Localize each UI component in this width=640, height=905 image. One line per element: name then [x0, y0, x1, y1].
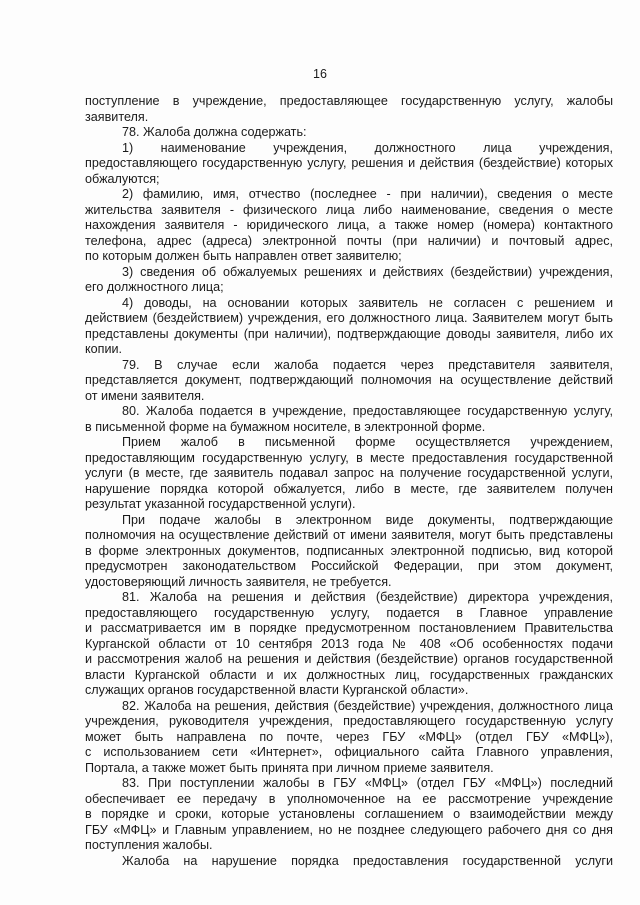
text-line: телефона, адрес (адреса) электронной почты (при наличии) и почтовый адрес, — [85, 233, 613, 248]
text-line: предоставляющего государственную услугу, подается в Главное управление — [85, 605, 613, 620]
text-line: 1) наименование учреждения, должностного лица учреждения, — [122, 140, 613, 155]
text-line: предоставляющего государственную услугу, решения и действия (бездействие) которых — [85, 156, 613, 170]
text-line: Курганской области от 10 сентября 2013 года № 408 «Об особенностях подачи — [85, 636, 613, 651]
text-line: с использованием сети «Интернет», официального сайта Главного управления, — [85, 745, 613, 759]
text-line: и рассмотрения жалоб на решения и действия (бездействие) органов государственной — [85, 652, 613, 666]
text-line: 3) сведения об обжалуемых решениях и действиях (бездействии) учреждения, — [122, 264, 613, 279]
text-line: нахождения заявителя - юридического лица, а также номер (номера) контактного — [85, 218, 613, 232]
text-line: предоставляющим государственную услугу, в месте предоставления государственной — [85, 450, 613, 465]
text-line: ГБУ «МФЦ» и Главным управлением, но не позднее следующего рабочего дня со дня — [85, 822, 613, 837]
text-line: полномочия на осуществление действий от имени заявителя, могут быть представлены — [85, 528, 613, 542]
text-line: 2) фамилию, имя, отчество (последнее - при наличии), сведения о месте — [122, 187, 613, 201]
text-line: Портала, а также может быть принята при личном приеме заявителя. — [85, 760, 494, 775]
text-line: копии. — [85, 342, 123, 356]
text-line: 81. Жалоба на решения и действия (бездействие) директора учреждения, — [122, 590, 613, 604]
text-line: удостоверяющий личность заявителя, не требуется. — [85, 574, 392, 589]
text-line: поступления жалобы. — [85, 838, 213, 852]
text-line: власти Курганской области и их должностных лиц, государственных гражданских — [85, 667, 613, 682]
text-line: Прием жалоб в письменной форме осуществляется учреждением, — [122, 435, 613, 449]
text-line: в письменной форме на бумажном носителе, в электронной форме. — [85, 419, 486, 434]
text-line: 82. Жалоба на решения, действия (бездействие) учреждения, должностного лица — [122, 698, 613, 713]
text-line: учреждения, руководителя учреждения, предоставляющего государственную услугу — [85, 714, 613, 728]
text-line: 4) доводы, на основании которых заявитель не согласен с решением и — [122, 295, 613, 310]
text-line: представляется документ, подтверждающий полномочия на осуществление действий — [85, 373, 613, 387]
text-line: результат указанной государственной услуги). — [85, 497, 356, 511]
text-line: поступление в учреждение, предоставляющее государственную услугу, жалобы — [85, 94, 613, 108]
text-line: действием (бездействием) учреждения, его должностного лица. Заявителем могут быть — [85, 311, 613, 325]
text-line: его должностного лица; — [85, 280, 224, 294]
text-line: жительства заявителя - физического лица либо наименование, сведения о месте — [85, 202, 613, 217]
text-line: 83. При поступлении жалобы в ГБУ «МФЦ» (отдел ГБУ «МФЦ») последний — [122, 776, 613, 790]
text-line: услуги (в месте, где заявитель подавал запрос на получение государственной услуги, — [85, 466, 613, 480]
document-body — [85, 94, 613, 869]
text-line: 78. Жалоба должна содержать: — [122, 125, 307, 139]
text-line: нарушение порядка которой обжалуется, либо в месте, где заявителем получен — [85, 481, 613, 496]
text-line: в форме электронных документов, подписанных электронной подписью, вид которой — [85, 543, 613, 558]
text-line: служащих органов государственной власти Курганской области». — [85, 683, 469, 697]
text-line: в порядке и сроки, которые установлены соглашением о взаимодействии между — [85, 807, 613, 821]
text-line: заявителя. — [85, 109, 149, 124]
text-line: может быть направлена по почте, через ГБУ «МФЦ» (отдел ГБУ «МФЦ»), — [85, 729, 613, 744]
text-line: представлены документы (при наличии), подтверждающие доводы заявителя, либо их — [85, 326, 613, 341]
text-line: 79. В случае если жалоба подается через представителя заявителя, — [122, 357, 613, 372]
text-line: и рассматривается им в порядке предусмотренном постановлением Правительства — [85, 621, 613, 635]
text-line: обеспечивает ее передачу в уполномоченное на ее рассмотрение учреждение — [85, 791, 613, 806]
text-line: предусмотрен законодательством Российской Федерации, при этом документ, — [85, 559, 613, 573]
text-line: При подаче жалобы в электронном виде документы, подтверждающие — [122, 512, 613, 527]
page-number: 16 — [313, 67, 327, 81]
text-line: обжалуются; — [85, 171, 160, 186]
text-line: по которым должен быть направлен ответ заявителю; — [85, 249, 402, 263]
text-line: 80. Жалоба подается в учреждение, предоставляющее государственную услугу, — [122, 404, 613, 418]
text-line: от имени заявителя. — [85, 388, 205, 403]
text-line: Жалоба на нарушение порядка предоставления государственной услуги — [122, 853, 613, 868]
